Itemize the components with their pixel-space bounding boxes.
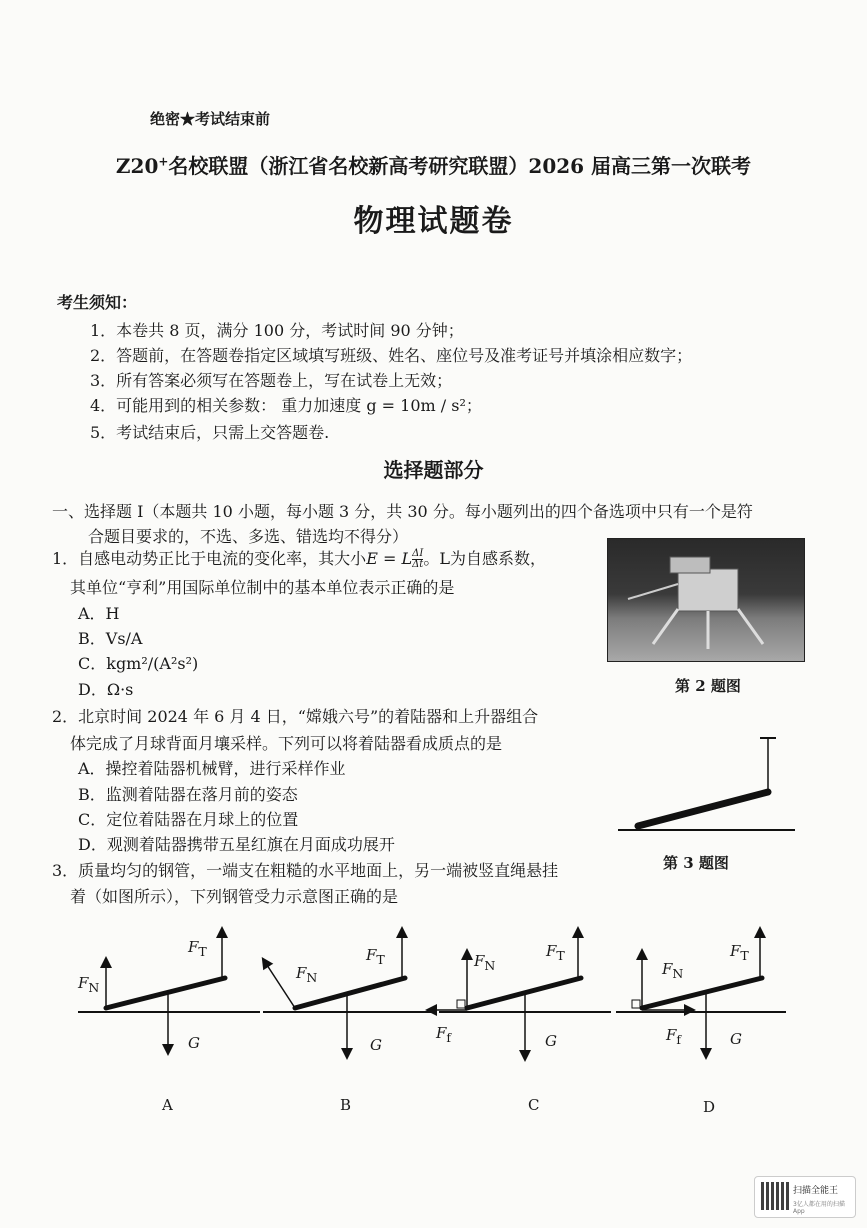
scanner-watermark: [754, 1176, 856, 1218]
part1-instructions: 一、选择题 I（本题共 10 小题，每小题 3 分，共 30 分。每小题列出的四个备选项中只有一个是符: [52, 502, 753, 521]
scanner-name: 扫描全能王: [793, 1186, 839, 1196]
ff-label-d: $F_f$: [666, 1026, 682, 1047]
lander-photo: [607, 538, 805, 662]
fn-label-d: $F_N$: [662, 960, 684, 981]
fn-label-b: $F_N$: [296, 964, 318, 985]
q1-stem-cont: 其单位“亨利”用国际单位制中的基本单位表示正确的是: [70, 578, 455, 597]
scanner-tagline: 3亿人都在用的扫描App: [793, 1201, 845, 1215]
g-label-a: G: [188, 1034, 200, 1052]
q3-stem: 3．质量均匀的钢管，一端支在粗糙的水平地面上，另一端被竖直绳悬挂: [52, 861, 559, 880]
pipe-a: [106, 978, 225, 1008]
ff-label-c: $F_f$: [436, 1024, 452, 1045]
notice-item: 1．本卷共 8 页，满分 100 分，考试时间 90 分钟；: [90, 321, 464, 340]
notice-item: 5．考试结束后，只需上交答题卷.: [90, 423, 330, 442]
q2-option-b: B．监测着陆器在落月前的姿态: [78, 785, 298, 804]
q2-stem: 2．北京时间 2024 年 6 月 4 日，“嫦娥六号”的着陆器和上升器组合: [52, 707, 539, 726]
q1-option-c: C．kgm²/(A²s²): [78, 654, 199, 673]
steel-pipe: [638, 792, 768, 826]
q1-option-b: B．Vs/A: [78, 629, 143, 648]
notice-item: 3．所有答案必须写在答题卷上，写在试卷上无效；: [90, 371, 453, 390]
notice-item: 2．答题前，在答题卷指定区域填写班级、姓名、座位号及准考证号并填涂相应数字；: [90, 346, 693, 365]
ft-label-b: $F_T$: [366, 946, 385, 967]
force-diagram-d: [610, 920, 790, 1065]
g-label-b: G: [370, 1036, 382, 1054]
qr-code-icon: [761, 1182, 789, 1210]
q2-option-d: D．观测着陆器携带五星红旗在月面成功展开: [78, 835, 395, 854]
option-label-a: A: [162, 1096, 173, 1114]
ft-label-d: $F_T$: [730, 942, 749, 963]
fn-label-a: $F_N$: [78, 974, 100, 995]
q3-stem-cont: 着（如图所示），下列钢管受力示意图正确的是: [70, 887, 399, 906]
lander-drawing: [608, 539, 804, 661]
option-label-b: B: [340, 1096, 352, 1114]
notice-item: 4．可能用到的相关参数： 重力加速度 g = 10m / s²；: [90, 396, 482, 415]
option-label-c: C: [528, 1096, 540, 1114]
option-label-d: D: [703, 1098, 716, 1116]
notice-label: 考生须知：: [57, 293, 138, 312]
fn-arrow-b: [265, 962, 295, 1008]
fig3-diagram: [600, 730, 800, 840]
fig2-caption: 第 2 题图: [675, 677, 741, 695]
fn-label-c: $F_N$: [474, 952, 496, 973]
part1-instructions-cont: 合题目要求的，不选、多选、错选均不得分）: [88, 527, 409, 546]
ft-label-a: $F_T$: [188, 938, 207, 959]
force-diagram-c: [425, 920, 615, 1065]
q1-fraction: $\frac{\Delta I}{\Delta t}$: [412, 548, 424, 570]
pipe-d: [642, 978, 762, 1008]
q2-stem-cont: 体完成了月球背面月壤采样。下列可以将着陆器看成质点的是: [70, 734, 503, 753]
confidential-mark: 绝密★考试结束前: [150, 110, 271, 128]
force-diagram-b: [255, 920, 435, 1065]
q2-option-c: C．定位着陆器在月球上的位置: [78, 810, 299, 829]
page-title: 物理试题卷: [353, 204, 514, 239]
section-title: 选择题部分: [383, 458, 484, 482]
q1-option-a: A．H: [78, 604, 120, 623]
q2-option-a: A．操控着陆器机械臂，进行采样作业: [78, 759, 346, 778]
q1-option-d: D．Ω·s: [78, 680, 134, 699]
ft-label-c: $F_T$: [546, 942, 565, 963]
q1-stem: 1．自感电动势正比于电流的变化率，其大小E = L $\frac{\Delta I}{\Delta t}$ 。L为自感系数，: [52, 548, 546, 570]
force-diagram-a: [70, 920, 270, 1065]
g-label-c: G: [545, 1032, 557, 1050]
pipe-c: [467, 978, 581, 1008]
exam-header: Z20+名校联盟（浙江省名校新高考研究联盟）2026 届高三第一次联考: [115, 154, 752, 178]
g-label-d: G: [730, 1030, 742, 1048]
fig3-caption: 第 3 题图: [663, 854, 729, 872]
